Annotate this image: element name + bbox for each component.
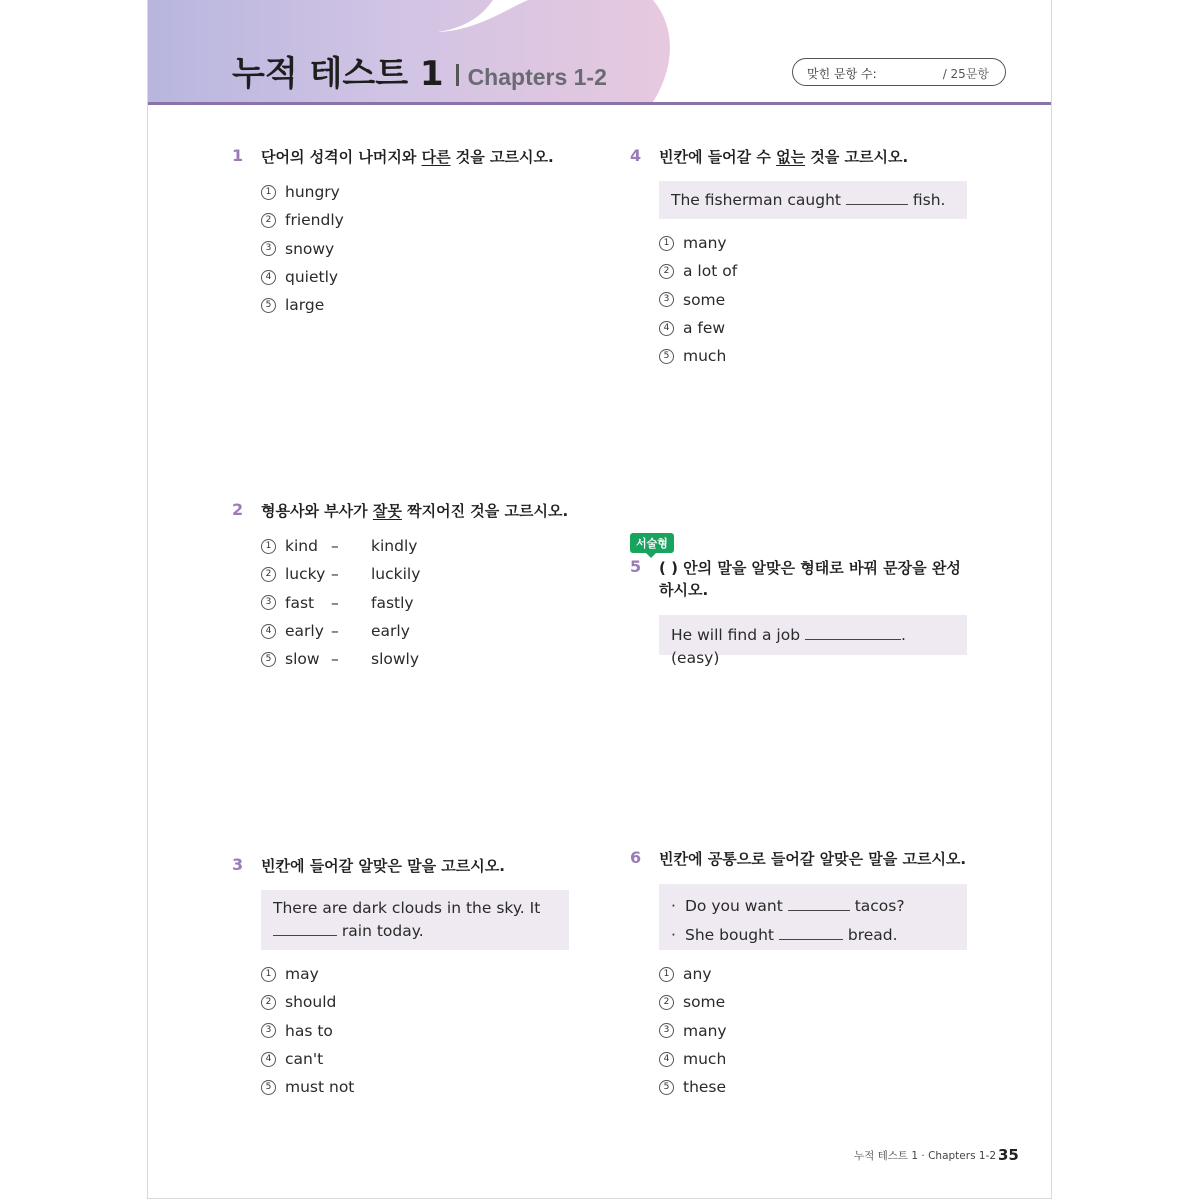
option[interactable]: 1 may [261,960,354,988]
option[interactable]: 4 much [659,1045,727,1073]
option-number-icon: 5 [261,298,276,313]
question-number: 1 [232,146,244,165]
option-number-icon: 3 [659,292,674,307]
option-number-icon: 4 [659,1052,674,1067]
option-number-icon: 3 [261,595,276,610]
option-number-icon: 4 [659,321,674,336]
title-text: 누적 테스트 1 [232,54,444,94]
option[interactable]: 3 snowy [261,235,344,263]
sentence-box: The fisherman caught fish. [659,181,967,219]
option[interactable]: 5 large [261,291,344,319]
question-number: 4 [630,146,642,165]
answer-blank[interactable] [846,190,908,205]
option-list [261,178,344,319]
option[interactable]: 5 slow – slowly [261,645,420,673]
title-subtitle: Chapters 1-2 [467,64,607,90]
question-number: 5 [630,557,642,576]
option[interactable]: 3 many [659,1017,727,1045]
option-number-icon: 5 [261,652,276,667]
question-number: 3 [232,855,244,874]
page-title [232,52,607,99]
option[interactable]: 2 friendly [261,206,344,234]
option-list [659,960,727,1101]
question-text: 단어의 성격이 나머지와 다른 것을 고르시오. [261,148,554,166]
option-number-icon: 2 [659,995,674,1010]
footer-running-title: 누적 테스트 1 · Chapters 1-2 [854,1150,997,1162]
sentence-box [261,890,569,950]
score-label: 맞힌 문항 수: [807,67,877,81]
option[interactable]: 1 kind – kindly [261,532,420,560]
option[interactable]: 3 some [659,286,737,314]
option[interactable]: 1 many [659,229,737,257]
option-list [261,960,354,1101]
option[interactable]: 2 should [261,988,354,1016]
option[interactable]: 4 early – early [261,617,420,645]
question-text: 형용사와 부사가 잘못 짝지어진 것을 고르시오. [261,502,569,520]
option[interactable]: 1 any [659,960,727,988]
option-number-icon: 3 [261,241,276,256]
sentence-line: rain today. [273,920,557,943]
header-divider [148,102,1051,105]
answer-blank[interactable] [273,921,337,936]
option-number-icon: 3 [261,1023,276,1038]
bullet-icon: · [671,926,676,944]
option-number-icon: 1 [659,967,674,982]
option-number-icon: 5 [261,1080,276,1095]
question-text: ( ) 안의 말을 알맞은 형태로 바꿔 문장을 완성하시오. [659,559,961,599]
question-text: 빈칸에 들어갈 수 없는 것을 고르시오. [659,148,909,166]
option[interactable]: 3 fast – fastly [261,589,420,617]
option[interactable]: 5 must not [261,1073,354,1101]
option-number-icon: 4 [261,1052,276,1067]
option-number-icon: 1 [659,236,674,251]
option[interactable]: 2 some [659,988,727,1016]
sentence-line: · She bought bread. [671,921,955,950]
option-number-icon: 1 [261,967,276,982]
worksheet-page [147,0,1052,1199]
page-number: 35 [998,1146,1019,1164]
option[interactable]: 2 lucky – luckily [261,560,420,588]
question-text: 빈칸에 공통으로 들어갈 알맞은 말을 고르시오. [659,850,967,868]
option[interactable]: 5 much [659,342,737,370]
sentence-box: He will find a job . (easy) [659,615,967,655]
option-number-icon: 5 [659,349,674,364]
option-number-icon: 3 [659,1023,674,1038]
question-number: 2 [232,500,244,519]
score-total: / 25문항 [942,67,989,81]
option[interactable]: 4 a few [659,314,737,342]
option-number-icon: 2 [261,213,276,228]
answer-blank[interactable] [779,925,843,940]
option-number-icon: 2 [261,995,276,1010]
option[interactable]: 4 can't [261,1045,354,1073]
title-separator [456,64,459,86]
option-number-icon: 2 [261,567,276,582]
option-list [659,229,737,370]
option-number-icon: 4 [261,624,276,639]
option-list [261,532,420,673]
option[interactable]: 3 has to [261,1017,354,1045]
option-number-icon: 2 [659,264,674,279]
option-number-icon: 4 [261,270,276,285]
answer-blank[interactable] [788,896,850,911]
sentence-box [659,884,967,950]
option-number-icon: 5 [659,1080,674,1095]
option[interactable]: 5 these [659,1073,727,1101]
question-number: 6 [630,848,642,867]
option-number-icon: 1 [261,539,276,554]
option-number-icon: 1 [261,185,276,200]
option[interactable]: 2 a lot of [659,257,737,285]
answer-blank[interactable] [805,625,901,640]
option[interactable]: 1 hungry [261,178,344,206]
descriptive-tag: 서술형 [630,533,674,553]
question-text: 빈칸에 들어갈 알맞은 말을 고르시오. [261,857,505,875]
bullet-icon: · [671,897,676,915]
sentence-line: There are dark clouds in the sky. It [273,899,541,917]
option[interactable]: 4 quietly [261,263,344,291]
sentence-line: · Do you want tacos? [671,892,955,921]
score-box[interactable] [792,58,1006,86]
